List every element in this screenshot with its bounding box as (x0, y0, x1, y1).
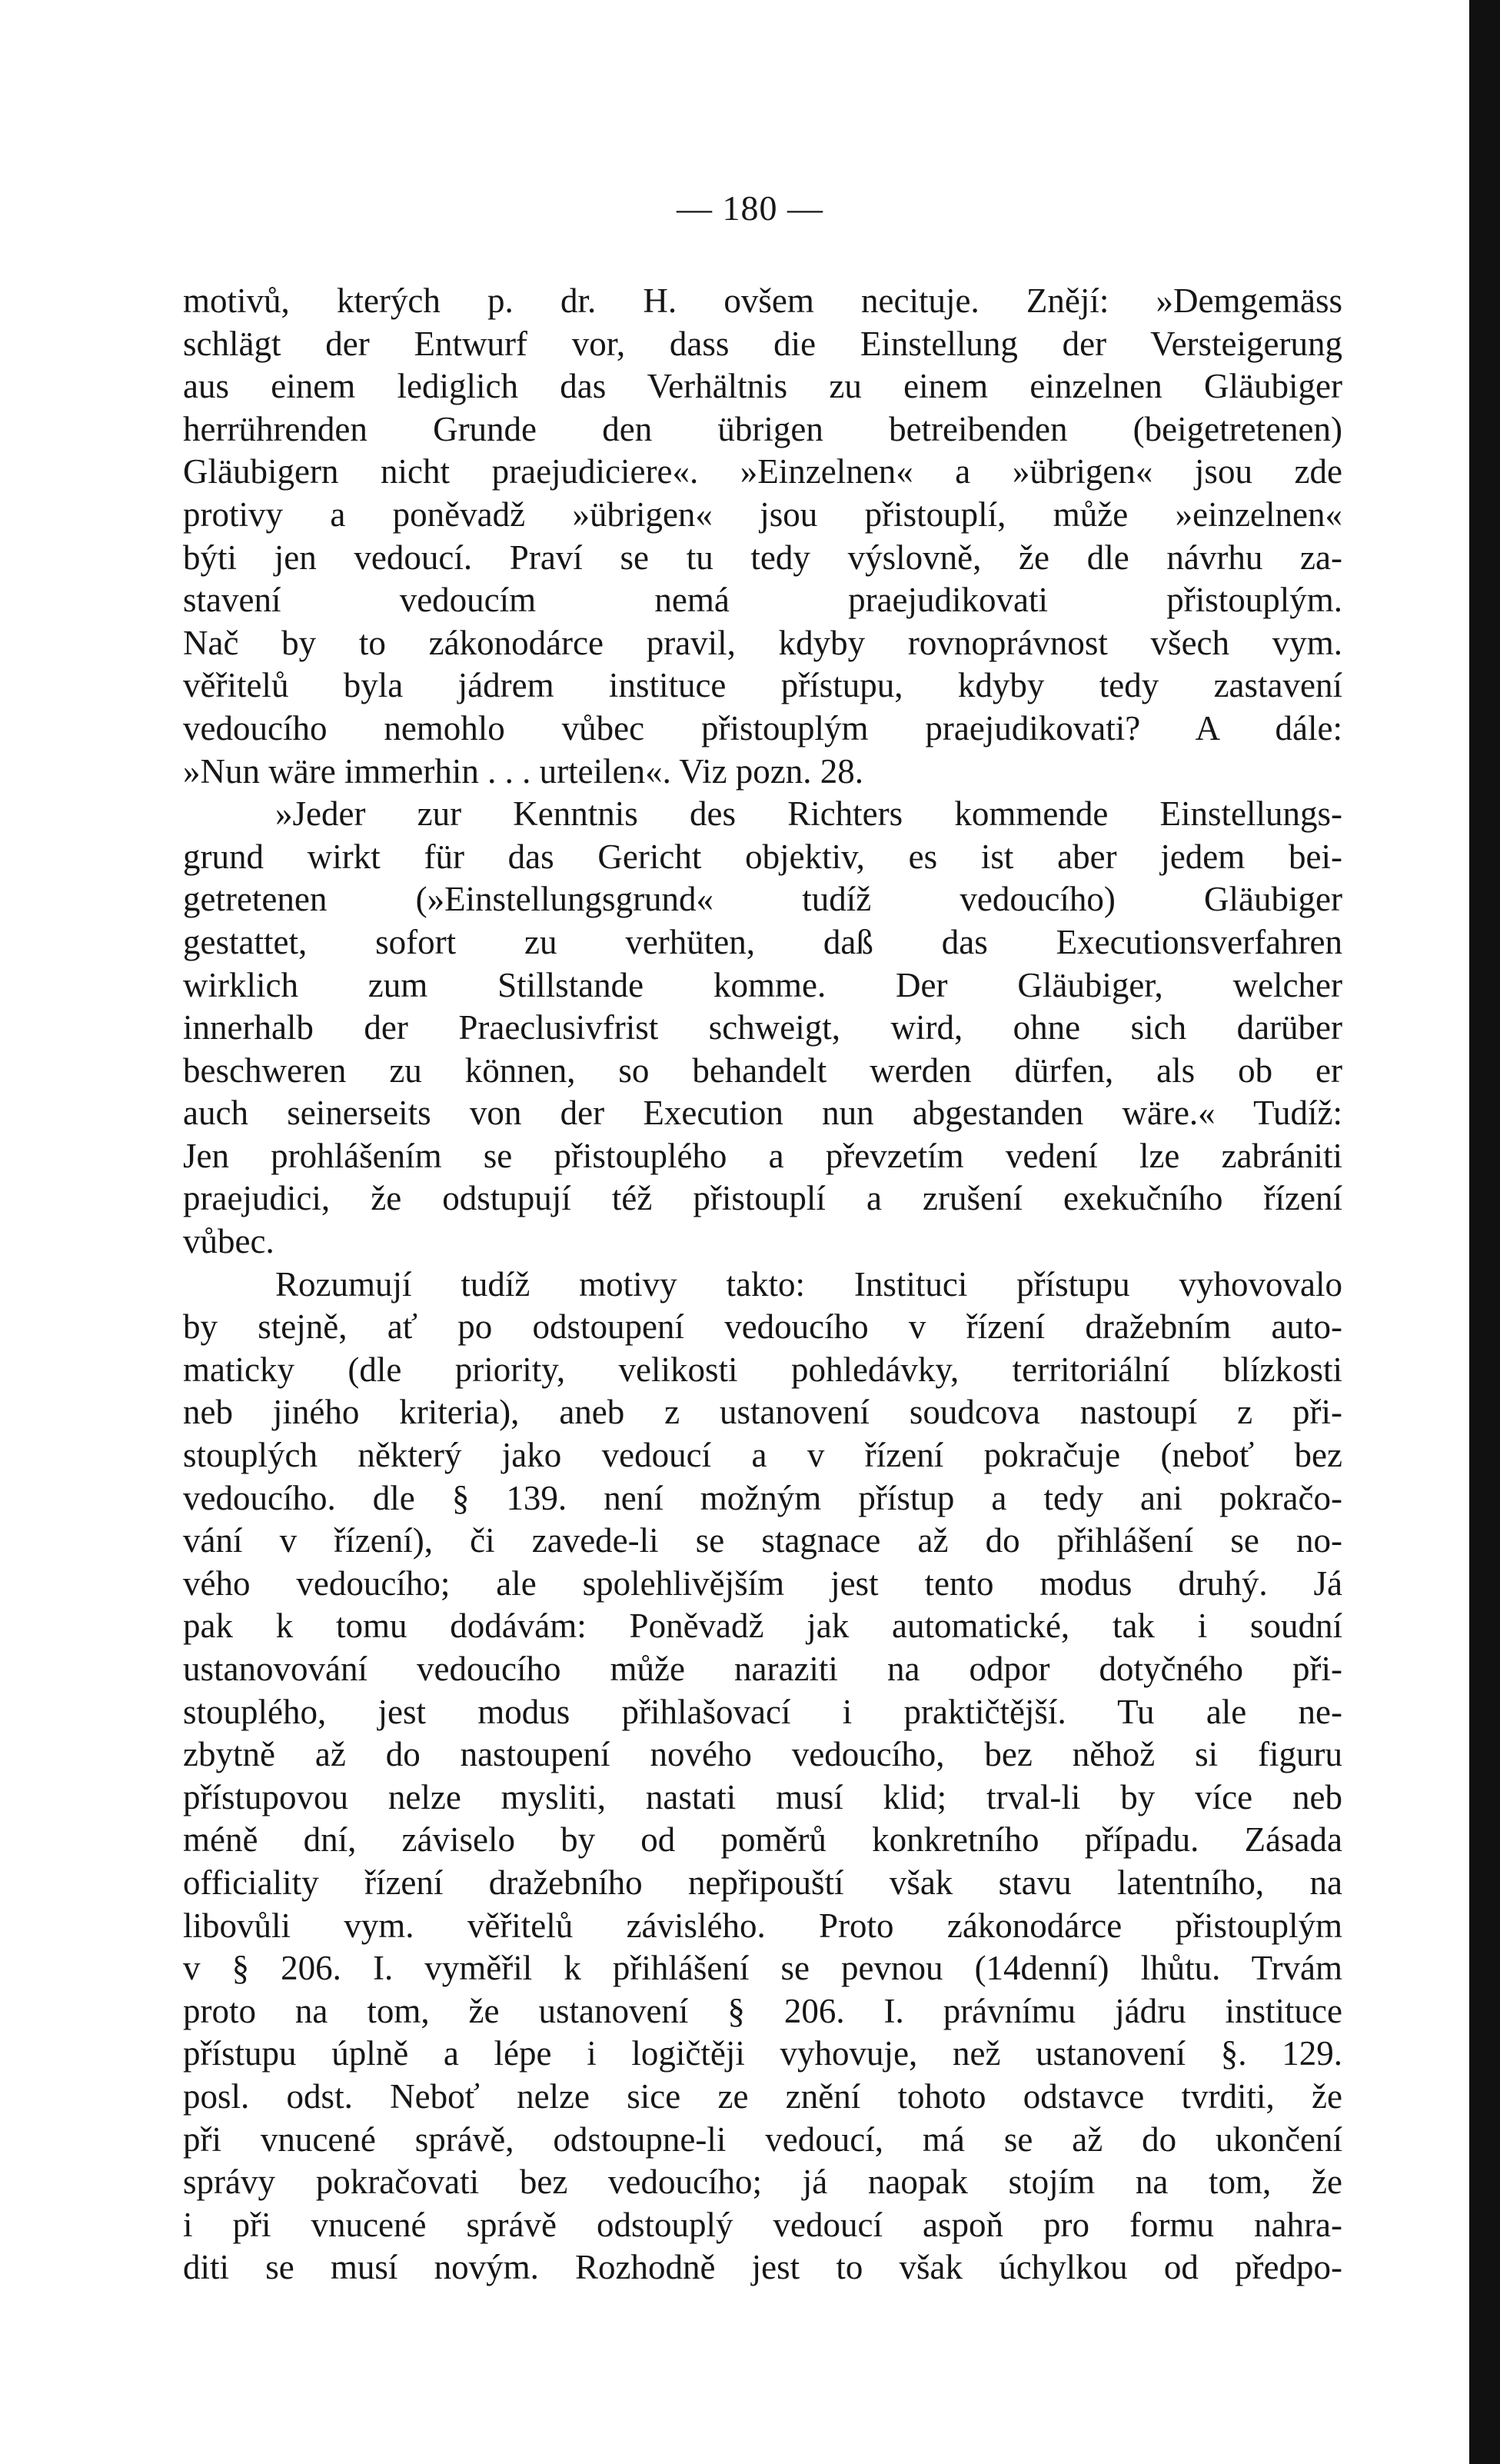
page-number: — 180 — (677, 188, 823, 228)
text-line: přístupu úplně a lépe i logičtěji vyhovuje, než ustanovení §. 129. (183, 2034, 1342, 2073)
text-line: beschweren zu können, so behandelt werden dürfen, als ob er (183, 1051, 1342, 1090)
text-line: libovůli vym. věřitelů závislého. Proto zákonodárce přistouplým (183, 1906, 1342, 1945)
text-line: proto na tom, že ustanovení § 206. I. právnímu jádru instituce (183, 1991, 1342, 2030)
text-line: správy pokračovati bez vedoucího; já naopak stojím na tom, že (183, 2163, 1342, 2202)
text-line: praejudici, že odstupují též přistouplí a zrušení exekučního řízení (183, 1179, 1342, 1218)
text-line: »Nun wäre immerhin . . . urteilen«. Viz pozn. 28. (183, 751, 864, 791)
text-line: »Jeder zur Kenntnis des Richters kommende Einstellungs- (275, 794, 1342, 834)
text-line: pak k tomu dodávám: Poněvadž jak automatické, tak i soudní (183, 1607, 1342, 1646)
text-line: vého vedoucího; ale spolehlivějším jest tento modus druhý. Já (183, 1563, 1342, 1603)
text-line: stouplého, jest modus přihlašovací i praktičtější. Tu ale ne- (183, 1692, 1342, 1731)
text-line: vůbec. (183, 1222, 274, 1261)
text-line: officiality řízení dražebního nepřipouští však stavu latentního, na (183, 1863, 1342, 1902)
text-line: i při vnucené správě odstouplý vedoucí aspoň pro formu nahra- (183, 2205, 1342, 2244)
text-line: věřitelů byla jádrem instituce přístupu, kdyby tedy zastavení (183, 666, 1342, 705)
body-text (183, 280, 1342, 2289)
text-line: auch seinerseits von der Execution nun abgestanden wäre.« Tudíž: (183, 1094, 1342, 1133)
text-line: přístupovou nelze mysliti, nastati musí klid; trval-li by více neb (183, 1777, 1342, 1816)
text-line: diti se musí novým. Rozhodně jest to však úchylkou od předpo- (183, 2248, 1342, 2287)
text-line: neb jiného kriteria), aneb z ustanovení soudcova nastoupí z při- (183, 1393, 1342, 1432)
text-line: zbytně až do nastoupení nového vedoucího, bez něhož si figuru (183, 1735, 1342, 1774)
text-line: by stejně, ať po odstoupení vedoucího v řízení dražebním auto- (183, 1307, 1342, 1347)
text-line: getretenen (»Einstellungsgrund« tudíž vedoucího) Gläubiger (183, 880, 1342, 919)
text-line: schlägt der Entwurf vor, dass die Einstellung der Versteigerung (183, 324, 1342, 363)
text-line: motivů, kterých p. dr. H. ovšem necituje. Znějí: »Demgemäss (183, 281, 1342, 320)
text-line: býti jen vedoucí. Praví se tu tedy výslovně, že dle návrhu za- (183, 538, 1342, 577)
text-line: v § 206. I. vyměřil k přihlášení se pevnou (14denní) lhůtu. Trvám (183, 1949, 1342, 1988)
text-line: Rozumují tudíž motivy takto: Instituci přístupu vyhovovalo (275, 1264, 1342, 1304)
text-line: vání v řízení), či zavede-li se stagnace až do přihlášení se no- (183, 1521, 1342, 1560)
text-line: wirklich zum Stillstande komme. Der Gläubiger, welcher (183, 965, 1342, 1004)
text-line: gestattet, sofort zu verhüten, daß das Executionsverfahren (183, 922, 1342, 961)
text-line: méně dní, záviselo by od poměrů konkretního případu. Zásada (183, 1820, 1342, 1860)
text-line: vedoucího. dle § 139. není možným přístup a tedy ani pokračo- (183, 1478, 1342, 1517)
text-line: innerhalb der Praeclusivfrist schweigt, wird, ohne sich darüber (183, 1008, 1342, 1047)
text-line: Jen prohlášením se přistouplého a převzetím vedení lze zabrániti (183, 1136, 1342, 1175)
text-line: posl. odst. Neboť nelze sice ze znění tohoto odstavce tvrditi, že (183, 2076, 1342, 2116)
text-line: stouplých některý jako vedoucí a v řízení pokračuje (neboť bez (183, 1436, 1342, 1475)
text-line: Gläubigern nicht praejudiciere«. »Einzelnen« a »übrigen« jsou zde (183, 452, 1342, 491)
text-line: Nač by to zákonodárce pravil, kdyby rovnoprávnost všech vym. (183, 623, 1342, 662)
scan-edge-strip (1469, 0, 1500, 2464)
text-line: protivy a poněvadž »übrigen« jsou přistouplí, může »einzelnen« (183, 494, 1342, 534)
text-line: při vnucené správě, odstoupne-li vedoucí, má se až do ukončení (183, 2119, 1342, 2159)
text-line: vedoucího nemohlo vůbec přistouplým praejudikovati? A dále: (183, 708, 1342, 748)
text-line: aus einem lediglich das Verhältnis zu einem einzelnen Gläubiger (183, 367, 1342, 406)
text-line: stavení vedoucím nemá praejudikovati přistouplým. (183, 581, 1342, 620)
text-line: grund wirkt für das Gericht objektiv, es ist aber jedem bei- (183, 837, 1342, 876)
text-line: herrührenden Grunde den übrigen betreibenden (beigetretenen) (183, 409, 1342, 448)
text-line: maticky (dle priority, velikosti pohledávky, territoriální blízkosti (183, 1350, 1342, 1389)
text-line: ustanovování vedoucího může naraziti na odpor dotyčného při- (183, 1650, 1342, 1688)
